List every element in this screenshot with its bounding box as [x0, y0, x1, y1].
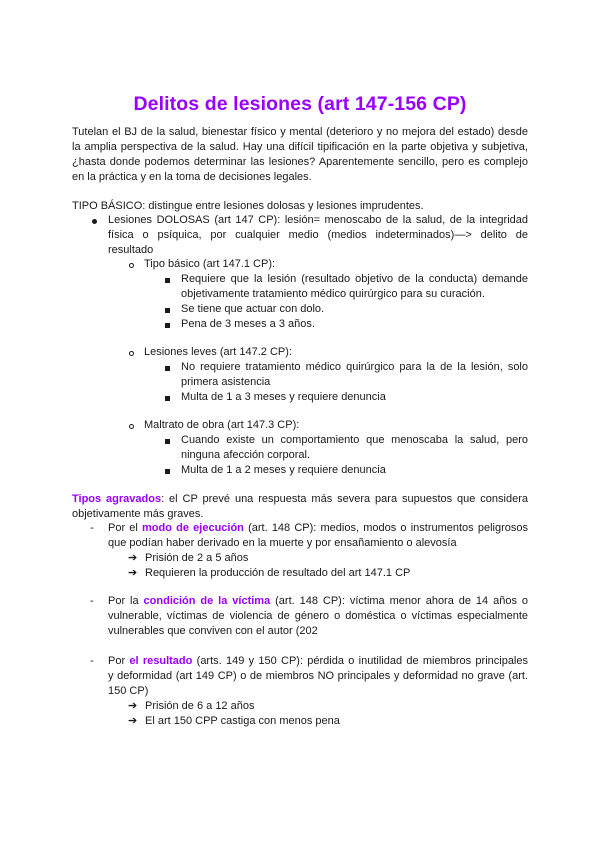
arrow-icon: ➔	[128, 552, 138, 564]
subtype-item-line: Multa de 1 a 2 meses y requiere denuncia	[181, 464, 386, 476]
square-bullet-icon	[165, 278, 170, 283]
subtype-item-line: Pena de 3 meses a 3 años.	[181, 318, 315, 330]
agravado-item-line	[108, 654, 528, 669]
bullet-icon	[92, 219, 97, 224]
item-keyword: el resultado	[129, 655, 193, 667]
tipo-basico-heading: TIPO BÁSICO: distingue entre lesiones dolosas y lesiones imprudentes.	[72, 200, 424, 212]
agravado-item-line	[108, 521, 528, 536]
intro-line: la amplia perspectiva de la salud. Hay una difícil tipificación en la parte objetiva y subjetiva,	[72, 141, 528, 153]
intro-line: en la práctica y en la toma de decisiones legales.	[72, 171, 312, 183]
item-text: Por	[108, 655, 130, 667]
arrow-item: Requieren la producción de resultado del art 147.1 CP	[145, 567, 411, 579]
subtype-item-line: primera asistencia	[181, 376, 271, 388]
subtype-label: Lesiones leves (art 147.2 CP):	[144, 346, 292, 358]
arrow-item: Prisión de 6 a 12 años	[145, 700, 255, 712]
item-text: Por la	[108, 595, 144, 607]
item-text: (art. 148 CP): víctima menor ahora de 14 años o	[270, 595, 528, 607]
subtype-label: Maltrato de obra (art 147.3 CP):	[144, 419, 300, 431]
agravado-item-line	[108, 594, 528, 609]
intro-line: ¿hasta donde podemos determinar las lesiones? Aparentemente sencillo, pero es complejo	[72, 156, 528, 168]
agravado-item-line: vulnerable, víctimas de violencia de género o doméstica o víctimas especialmente	[108, 610, 528, 622]
circle-bullet-icon	[129, 263, 134, 268]
item-keyword: condición de la víctima	[143, 595, 271, 607]
dash-marker: -	[90, 655, 94, 667]
dolosas-line: física o psíquica, por cualquier medio (medios indeterminados)—> delito de	[108, 229, 528, 241]
square-bullet-icon	[165, 366, 170, 371]
subtype-label: Tipo básico (art 147.1 CP):	[144, 258, 276, 270]
square-bullet-icon	[165, 396, 170, 401]
subtype-item-line: No requiere tratamiento médico quirúrgico para la de la lesión, solo	[181, 361, 528, 373]
subtype-item-line: ninguna afección corporal.	[181, 449, 311, 461]
agravado-item-line: que podían haber derivado en la muerte y por ensañamiento o alevosía	[108, 537, 457, 549]
agravados-keyword: Tipos agravados	[72, 493, 162, 505]
subtype-item-line: Requiere que la lesión (resultado objetivo de la conducta) demande	[181, 273, 528, 285]
agravado-item-line: vulnerables que conviven con el autor (202	[108, 625, 318, 637]
circle-bullet-icon	[129, 424, 134, 429]
subtype-item-line: Se tiene que actuar con dolo.	[181, 303, 325, 315]
dash-marker: -	[90, 595, 94, 607]
arrow-item: Prisión de 2 a 5 años	[145, 552, 249, 564]
dolosas-line: Lesiones DOLOSAS (art 147 CP): lesión= menoscabo de la salud, de la integridad	[108, 214, 528, 226]
subtype-item-line: Multa de 1 a 3 meses y requiere denuncia	[181, 391, 386, 403]
agravado-item-line: y deformidad (art 149 CP) o de miembros NO principales y deformidad no grave (art.	[108, 670, 528, 682]
item-keyword: modo de ejecución	[142, 522, 244, 534]
square-bullet-icon	[165, 439, 170, 444]
square-bullet-icon	[165, 323, 170, 328]
square-bullet-icon	[165, 469, 170, 474]
arrow-icon: ➔	[128, 715, 138, 727]
item-text: (art. 148 CP): medios, modos o instrumentos peligrosos	[243, 522, 528, 534]
agravados-text: : el CP prevé una respuesta más severa para supuestos que considera	[161, 493, 529, 505]
intro-line: Tutelan el BJ de la salud, bienestar físico y mental (deterioro y no mejora del estado) desde	[72, 126, 528, 138]
circle-bullet-icon	[129, 351, 134, 356]
dash-marker: -	[90, 522, 94, 534]
agravados-line	[72, 492, 528, 507]
arrow-icon: ➔	[128, 700, 138, 712]
agravado-item-line: 150 CP)	[108, 685, 149, 697]
arrow-icon: ➔	[128, 567, 138, 579]
agravados-line: objetivamente más graves.	[72, 508, 204, 520]
page-title: Delitos de lesiones (art 147-156 CP)	[133, 93, 467, 115]
subtype-item-line: objetivamente tratamiento médico quirúrgico para su curación.	[181, 288, 485, 300]
subtype-item-line: Cuando existe un comportamiento que menoscaba la salud, pero	[181, 434, 528, 446]
arrow-item: El art 150 CPP castiga con menos pena	[145, 715, 340, 727]
square-bullet-icon	[165, 308, 170, 313]
dolosas-line: resultado	[108, 244, 154, 256]
item-text: (arts. 149 y 150 CP): pérdida o inutilidad de miembros principales	[192, 655, 528, 667]
item-text: Por el	[108, 522, 143, 534]
